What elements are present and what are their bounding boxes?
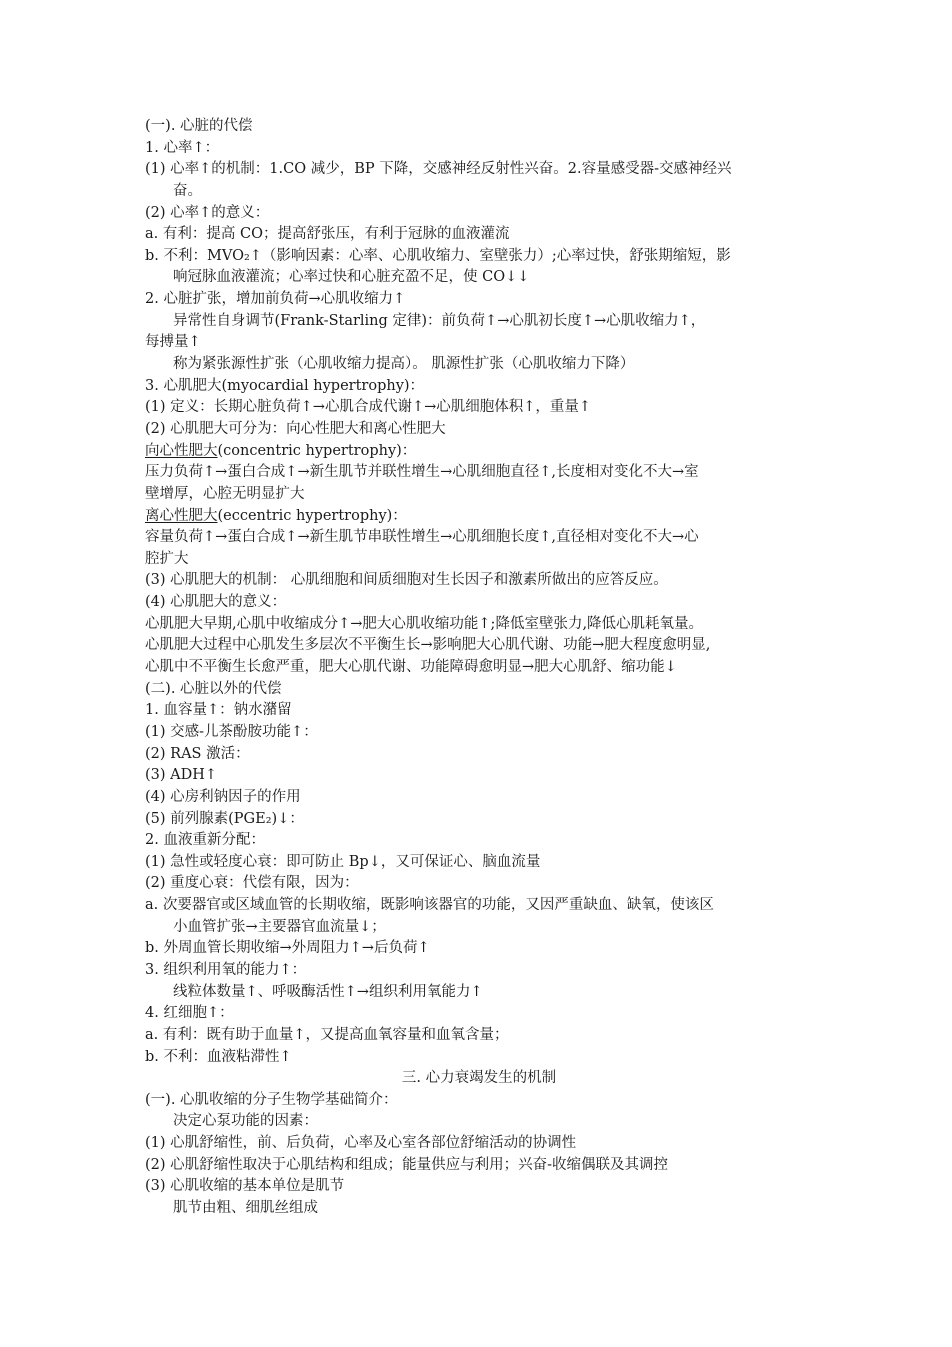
oxygen-utilization-detail: 线粒体数量↑、呼吸酶活性↑→组织利用氧能力↑ [173, 983, 483, 1000]
blood-volume-adh: (3) ADH↑ [145, 767, 218, 784]
item-blood-volume: 1. 血容量↑：钠水潴留 [145, 702, 292, 719]
blood-volume-sympathetic: (1) 交感-儿茶酚胺功能↑： [145, 723, 318, 740]
eccentric-hypertrophy-term: 离心性肥大 [145, 507, 218, 524]
heart-rate-drawback-line1: b. 不利：MVO₂↑（影响因素：心率、心肌收缩力、室壁张力）;心率过快，舒张期缩短，影 [145, 247, 731, 264]
heart-rate-drawback-line2: 响冠脉血液灌流；心率过快和心脏充盈不足，使 CO↓↓ [173, 269, 530, 286]
concentric-hypertrophy-line1: 压力负荷↑→蛋白合成↑→新生肌节并联性增生→心肌细胞直径↑,长度相对变化不大→室 [145, 464, 699, 481]
pump-factor-3: (3) 心肌收缩的基本单位是肌节 [145, 1178, 345, 1195]
hypertrophy-definition: (1) 定义：长期心脏负荷↑→心肌合成代谢↑→心肌细胞体积↑，重量↑ [145, 399, 592, 416]
document-body [145, 116, 813, 1220]
eccentric-hypertrophy-line1: 容量负荷↑→蛋白合成↑→新生肌节串联性增生→心肌细胞长度↑,直径相对变化不大→心 [145, 529, 699, 546]
concentric-hypertrophy-line2: 壁增厚，心腔无明显扩大 [145, 485, 305, 502]
sarcomere-composition: 肌节由粗、细肌丝组成 [173, 1200, 318, 1217]
eccentric-hypertrophy-english: (eccentric hypertrophy)： [217, 507, 407, 524]
blood-volume-pge2: (5) 前列腺素(PGE₂)↓： [145, 810, 304, 827]
frank-starling-line1: 异常性自身调节(Frank-Starling 定律)：前负荷↑→心肌初长度↑→心肌收缩力↑， [173, 312, 706, 329]
item-myocardial-hypertrophy: 3. 心肌肥大(myocardial hypertrophy)： [145, 377, 425, 394]
heading-cardiac-compensation: (一). 心脏的代偿 [145, 118, 253, 134]
heart-rate-mechanism-line1: (1) 心率↑的机制：1.CO 减少，BP 下降，交感神经反射性兴奋。2.容量感受器-交感神经兴 [145, 161, 732, 178]
concentric-hypertrophy-term: 向心性肥大 [145, 442, 218, 459]
redistribution-acute: (1) 急性或轻度心衰：即可防止 Bp↓，又可保证心、脑血流量 [145, 853, 541, 870]
redistribution-severe-a-line2: 小血管扩张→主要器官血流量↓； [173, 918, 386, 935]
redistribution-severe-b: b. 外周血管长期收缩→外周阻力↑→后负荷↑ [145, 940, 430, 957]
hypertrophy-classification: (2) 心肌肥大可分为：向心性肥大和离心性肥大 [145, 420, 446, 437]
heading-extracardiac-compensation: (二). 心脏以外的代偿 [145, 680, 282, 697]
heart-rate-significance: (2) 心率↑的意义： [145, 204, 270, 221]
frank-starling-line2: 每搏量↑ [145, 334, 201, 351]
eccentric-hypertrophy-line2: 腔扩大 [145, 550, 189, 567]
hypertrophy-significance-line2: 心肌肥大过程中心肌发生多层次不平衡生长→影响肥大心肌代谢、功能→肥大程度愈明显, [145, 637, 711, 654]
rbc-drawback: b. 不利：血液粘滞性↑ [145, 1048, 292, 1065]
concentric-hypertrophy-heading [145, 441, 813, 463]
item-blood-redistribution: 2. 血液重新分配： [145, 832, 265, 849]
eccentric-hypertrophy-heading [145, 506, 813, 528]
item-heart-rate: 1. 心率↑： [145, 139, 220, 156]
pump-factor-1: (1) 心肌舒缩性，前、后负荷，心率及心室各部位舒缩活动的协调性 [145, 1135, 577, 1152]
section-heading-heart-failure-mechanism: 三. 心力衰竭发生的机制 [401, 1070, 557, 1087]
pump-factor-2: (2) 心肌舒缩性取决于心肌结构和组成；能量供应与利用；兴奋-收缩偶联及其调控 [145, 1156, 669, 1173]
blood-volume-ras: (2) RAS 激活： [145, 745, 250, 762]
heart-rate-benefit: a. 有利：提高 CO；提高舒张压，有利于冠脉的血液灌流 [145, 226, 510, 243]
dilation-types: 称为紧张源性扩张（心肌收缩力提高）。 肌源性扩张（心肌收缩力下降） [173, 356, 635, 373]
pump-function-factors: 决定心泵功能的因素： [173, 1113, 318, 1130]
redistribution-severe: (2) 重度心衰：代偿有限，因为： [145, 875, 359, 892]
heading-molecular-basis: (一). 心肌收缩的分子生物学基础简介： [145, 1091, 398, 1108]
item-oxygen-utilization: 3. 组织利用氧的能力↑： [145, 961, 307, 978]
item-cardiac-dilation: 2. 心脏扩张，增加前负荷→心肌收缩力↑ [145, 291, 406, 308]
concentric-hypertrophy-english: (concentric hypertrophy)： [217, 442, 417, 459]
hypertrophy-significance: (4) 心肌肥大的意义： [145, 594, 287, 611]
heart-rate-mechanism-line2: 奋。 [173, 182, 202, 199]
blood-volume-anf: (4) 心房利钠因子的作用 [145, 788, 301, 805]
item-red-blood-cells: 4. 红细胞↑： [145, 1005, 234, 1022]
hypertrophy-significance-line3: 心肌中不平衡生长愈严重，肥大心肌代谢、功能障碍愈明显→肥大心肌舒、缩功能↓ [145, 659, 677, 676]
redistribution-severe-a-line1: a. 次要器官或区域血管的长期收缩，既影响该器官的功能，又因严重缺血、缺氧，使该区 [145, 897, 714, 914]
hypertrophy-significance-line1: 心肌肥大早期,心肌中收缩成分↑→肥大心肌收缩功能↑;降低室壁张力,降低心肌耗氧量。 [145, 615, 704, 632]
rbc-benefit: a. 有利：既有助于血量↑，又提高血氧容量和血氧含量； [145, 1026, 509, 1043]
hypertrophy-mechanism: (3) 心肌肥大的机制： 心肌细胞和间质细胞对生长因子和激素所做出的应答反应。 [145, 572, 668, 589]
